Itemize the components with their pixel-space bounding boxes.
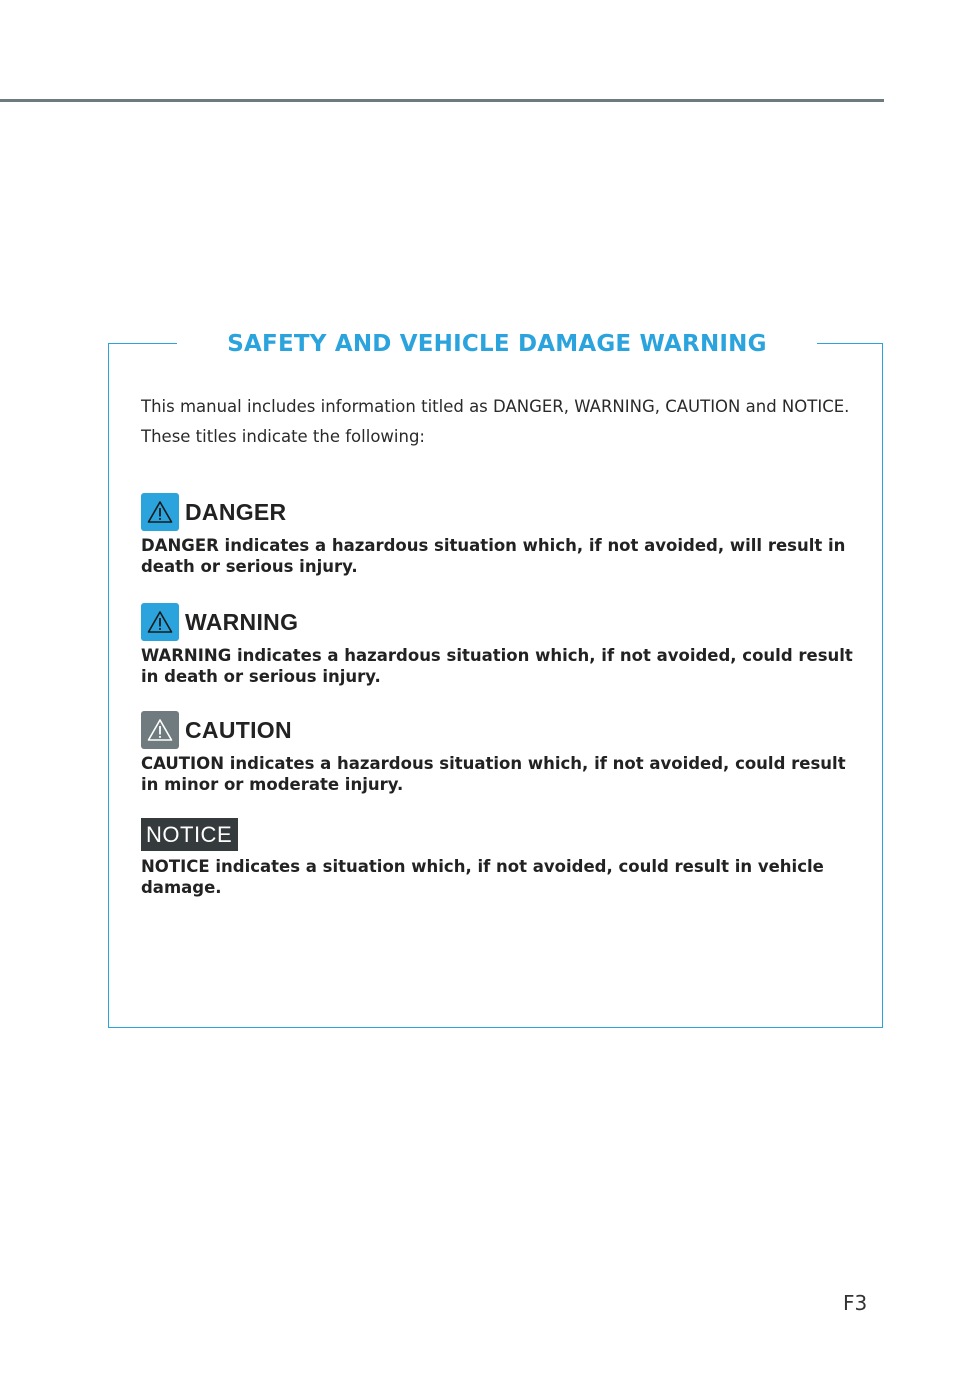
danger-description: DANGER indicates a hazardous situation which, if not avoided, will result in death or serious injury. bbox=[141, 536, 846, 576]
danger-heading bbox=[141, 493, 853, 531]
safety-warning-panel bbox=[108, 331, 883, 1028]
danger-label: DANGER bbox=[185, 498, 287, 525]
danger-section bbox=[141, 493, 853, 577]
caution-description: CAUTION indicates a hazardous situation which, if not avoided, could result in minor or moderate injury. bbox=[141, 754, 846, 794]
panel-title: SAFETY AND VEHICLE DAMAGE WARNING bbox=[177, 324, 817, 364]
intro-paragraph: This manual includes information titled as DANGER, WARNING, CAUTION and NOTICE. bbox=[141, 397, 850, 416]
notice-section bbox=[141, 818, 853, 898]
warning-label: WARNING bbox=[185, 608, 299, 635]
caution-heading bbox=[141, 711, 853, 749]
intro-paragraph: These titles indicate the following: bbox=[141, 427, 425, 446]
caution-section bbox=[141, 711, 853, 795]
warning-heading bbox=[141, 603, 853, 641]
page-number: F3 bbox=[843, 1291, 868, 1315]
top-rule bbox=[0, 99, 884, 102]
warning-triangle-icon bbox=[141, 493, 179, 531]
intro-text bbox=[141, 396, 853, 447]
caution-label: CAUTION bbox=[185, 716, 292, 743]
notice-badge: NOTICE bbox=[141, 818, 238, 851]
warning-section bbox=[141, 603, 853, 687]
notice-description: NOTICE indicates a situation which, if not avoided, could result in vehicle damage. bbox=[141, 857, 824, 897]
warning-triangle-icon bbox=[141, 711, 179, 749]
warning-description: WARNING indicates a hazardous situation which, if not avoided, could result in death or serious injury. bbox=[141, 646, 853, 686]
warning-triangle-icon bbox=[141, 603, 179, 641]
